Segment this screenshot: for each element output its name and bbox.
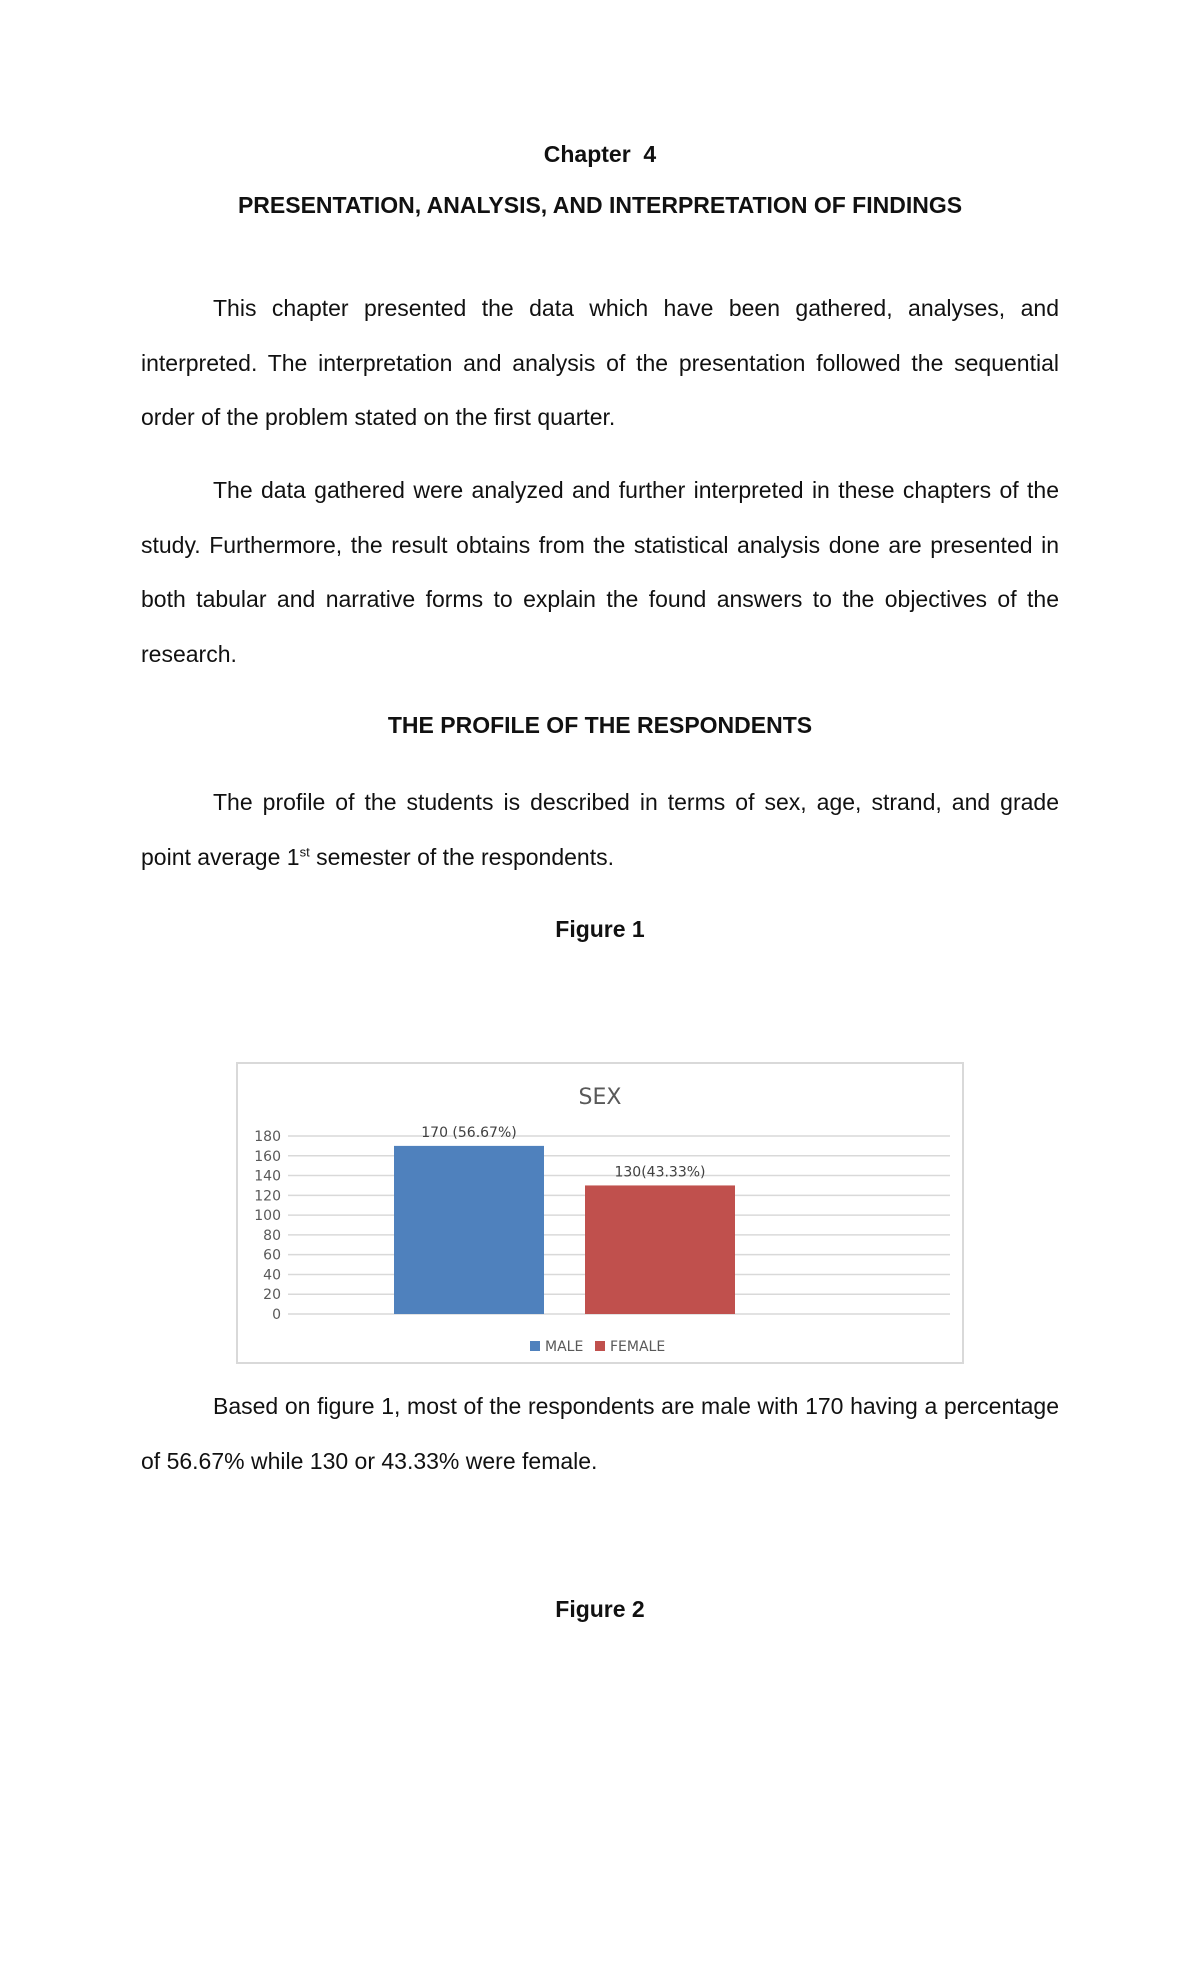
bar-female xyxy=(585,1185,735,1314)
figure-2-caption: Figure 2 xyxy=(555,1596,645,1622)
intro-paragraph-2 xyxy=(141,463,1059,681)
legend-swatch-male xyxy=(530,1341,540,1351)
profile-paragraph xyxy=(141,775,1059,884)
y-tick-label: 140 xyxy=(254,1168,281,1185)
profile-paragraph-tail: semester of the respondents. xyxy=(309,843,614,870)
sex-bar-chart xyxy=(236,1062,964,1364)
y-tick-label: 120 xyxy=(254,1188,281,1205)
y-tick-label: 0 xyxy=(272,1307,281,1323)
data-label: 130(43.33%) xyxy=(614,1164,706,1181)
ordinal-superscript: st xyxy=(299,843,310,859)
chart-title: SEX xyxy=(578,1085,622,1110)
data-label: 170 (56.67%) xyxy=(421,1124,517,1141)
y-tick-label: 160 xyxy=(254,1148,281,1165)
y-tick-label: 100 xyxy=(254,1208,281,1225)
section-heading: THE PROFILE OF THE RESPONDENTS xyxy=(387,712,813,738)
y-tick-label: 60 xyxy=(263,1247,281,1264)
legend-swatch-female xyxy=(595,1341,605,1351)
figure-1-discussion-text: Based on figure 1, most of the respondents are male with 170 having a percentage of 56.67% while 130 or 43.33% were female. xyxy=(141,1393,1059,1474)
y-tick-label: 80 xyxy=(263,1227,281,1244)
chart-canvas xyxy=(238,1064,962,1362)
figure-1-discussion xyxy=(141,1379,1059,1488)
y-tick-label: 20 xyxy=(263,1287,281,1304)
chapter-title: Chapter 4 xyxy=(543,141,657,167)
figure-1-caption: Figure 1 xyxy=(555,916,645,942)
bar-male xyxy=(394,1146,544,1314)
y-tick-label: 40 xyxy=(263,1267,281,1284)
legend-label: MALE xyxy=(545,1339,584,1355)
chapter-subtitle: PRESENTATION, ANALYSIS, AND INTERPRETATION OF FINDINGS xyxy=(237,192,963,218)
legend-label: FEMALE xyxy=(610,1339,666,1355)
intro-paragraph-2-text: The data gathered were analyzed and further interpreted in these chapters of the study. Furthermore, the result obtains from the statistical analysis done are presented in both tabular and narrative forms to explain the found answers to the objectives of the research. xyxy=(141,477,1059,667)
profile-paragraph-text: The profile of the students is described in terms of sex, age, strand, and grade point average 1 xyxy=(141,789,1059,870)
intro-paragraph-1 xyxy=(141,281,1059,445)
y-tick-label: 180 xyxy=(254,1129,281,1145)
intro-paragraph-1-text: This chapter presented the data which have been gathered, analyses, and interpreted. The interpretation and analysis of the presentation followed the sequential order of the problem stated on the first quarter. xyxy=(141,295,1059,430)
